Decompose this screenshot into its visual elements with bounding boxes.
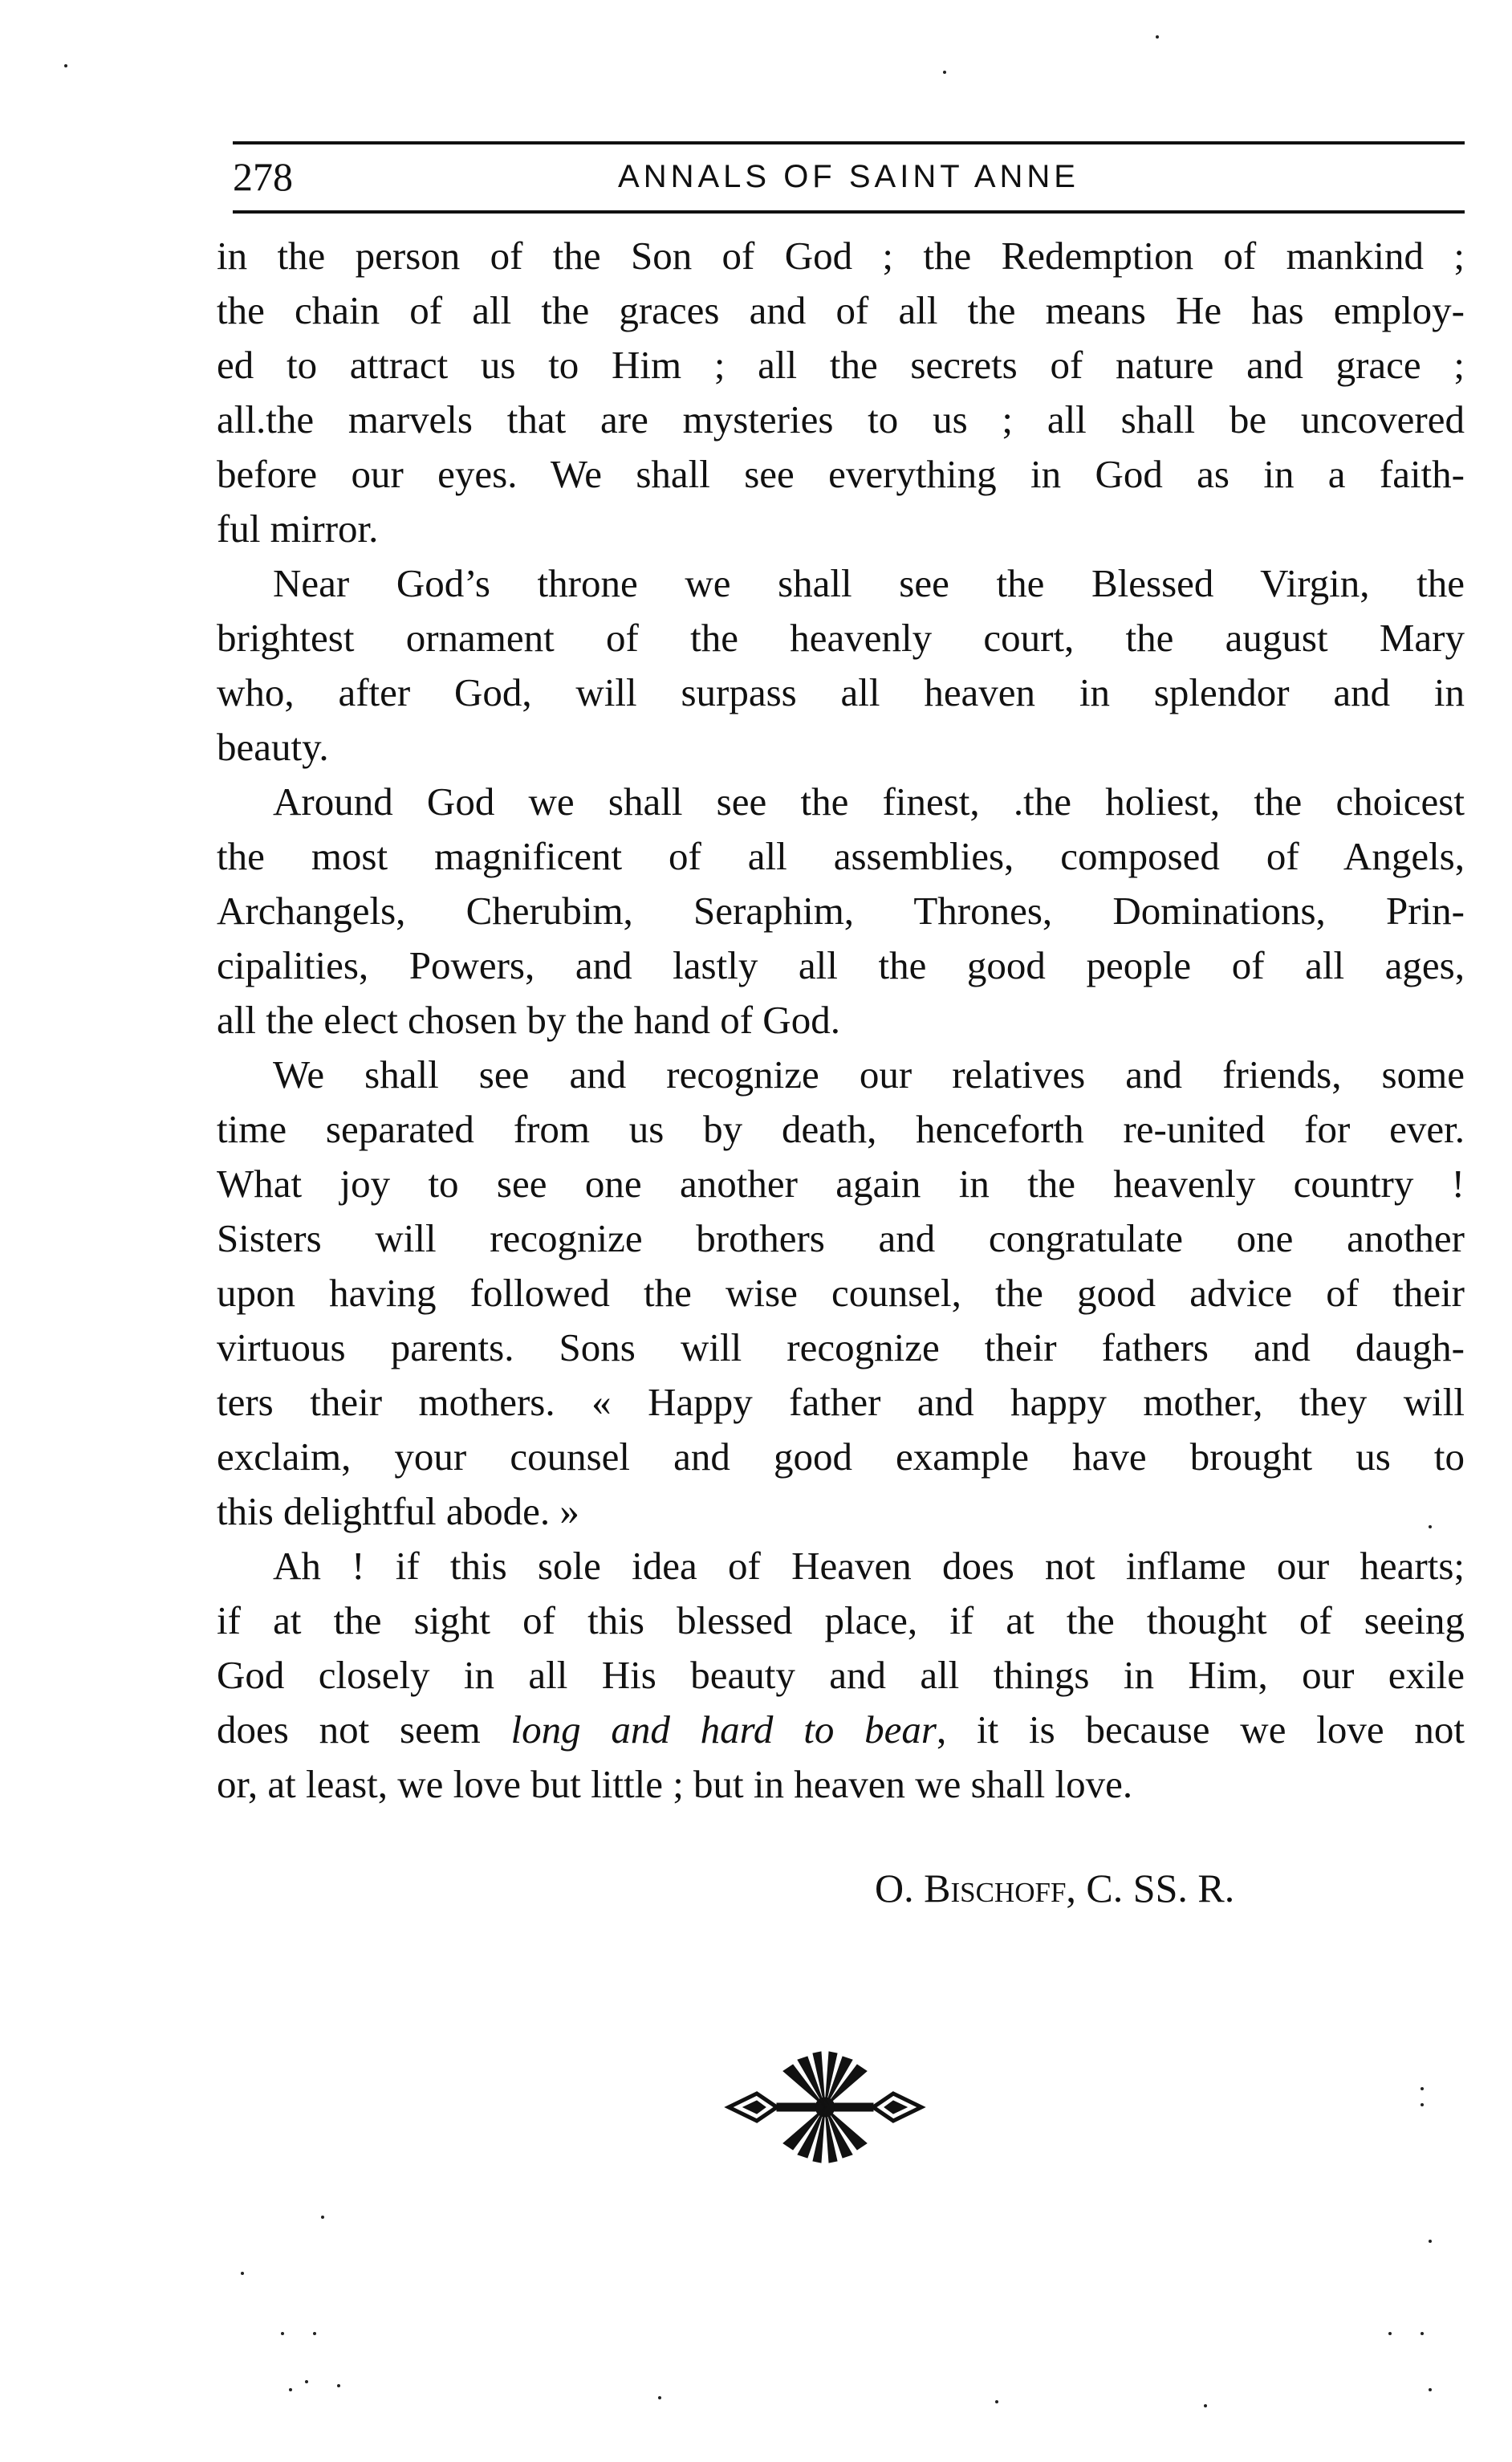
text-line: What joy to see one another again in the heavenly country ! <box>217 1162 1465 1206</box>
print-speck <box>1156 35 1159 39</box>
text-line: ters their mothers. « Happy father and happy mother, they will <box>217 1380 1465 1424</box>
text-line: time separated from us by death, henceforth re-united for ever. <box>217 1107 1465 1151</box>
text-line: ed to attract us to Him ; all the secrets of nature and grace ; <box>217 343 1465 387</box>
text-line: if at the sight of this blessed place, if at the thought of seeing <box>217 1598 1465 1642</box>
print-speck <box>1204 2404 1207 2407</box>
ornament-icon <box>721 2047 929 2167</box>
text-line: brightest ornament of the heavenly court, the august Mary <box>217 616 1465 660</box>
text-line: or, at least, we love but little ; but in heaven we shall love. <box>217 1762 1133 1806</box>
print-speck <box>305 2380 308 2383</box>
signature-name: Bischoff <box>924 1866 1067 1911</box>
text-line: who, after God, will surpass all heaven in splendor and in <box>217 670 1465 714</box>
page-number: 278 <box>233 154 293 199</box>
signature-initial: O. <box>875 1866 914 1911</box>
print-speck <box>1421 2332 1424 2335</box>
print-speck <box>1388 2332 1392 2335</box>
text-line: virtuous parents. Sons will recognize their fathers and daugh- <box>217 1325 1465 1369</box>
signature-order: , C. SS. R. <box>1066 1866 1235 1911</box>
page-header <box>233 153 1465 201</box>
text-line: Archangels, Cherubim, Seraphim, Thrones, Dominations, Prin- <box>217 889 1465 933</box>
text-line: cipalities, Powers, and lastly all the good people of all ages, <box>217 943 1465 987</box>
text-line: the chain of all the graces and of all the means He has employ- <box>217 288 1465 332</box>
running-head: ANNALS OF SAINT ANNE <box>618 159 1079 194</box>
text-line: Sisters will recognize brothers and congratulate one another <box>217 1216 1465 1260</box>
text-line: all the elect chosen by the hand of God. <box>217 998 840 1042</box>
print-speck <box>321 2216 324 2219</box>
print-speck <box>1421 2103 1424 2106</box>
text-line: this delightful abode. » <box>217 1489 579 1533</box>
header-rule-bottom <box>233 210 1465 214</box>
text-line: in the person of the Son of God ; the Redemption of mankind ; <box>217 234 1465 278</box>
print-speck <box>658 2396 661 2399</box>
print-speck <box>313 2332 316 2335</box>
body-text <box>217 229 1465 1812</box>
print-speck <box>1429 1525 1432 1528</box>
print-speck <box>995 2400 998 2403</box>
print-speck <box>64 64 67 67</box>
print-speck <box>289 2388 292 2391</box>
print-speck <box>1429 2240 1432 2243</box>
print-speck <box>1429 2388 1432 2391</box>
text-line: Around God we shall see the finest, .the holiest, the choicest <box>273 779 1465 824</box>
text-line: the most magnificent of all assemblies, composed of Angels, <box>217 834 1465 878</box>
print-speck <box>241 2272 244 2275</box>
text-line: beauty. <box>217 725 329 769</box>
text-line: all.the marvels that are mysteries to us ; all shall be uncovered <box>217 397 1465 442</box>
print-speck <box>337 2384 340 2387</box>
text-line: God closely in all His beauty and all things in Him, our exile <box>217 1653 1465 1697</box>
text-line: upon having followed the wise counsel, the good advice of their <box>217 1271 1465 1315</box>
text-line: ful mirror. <box>217 507 379 551</box>
text-line: before our eyes. We shall see everything in God as in a faith- <box>217 452 1465 496</box>
text-line: Near God’s throne we shall see the Blessed Virgin, the <box>273 561 1465 605</box>
text-line: exclaim, your counsel and good example have brought us to <box>217 1434 1465 1479</box>
print-speck <box>943 71 946 74</box>
signature <box>875 1861 1234 1915</box>
text-line: We shall see and recognize our relatives and friends, some <box>273 1052 1465 1097</box>
text-line: Ah ! if this sole idea of Heaven does not inflame our hearts; <box>273 1544 1465 1588</box>
print-speck <box>281 2332 284 2335</box>
text-line: does not seem long and hard to bear, it is because we love not <box>217 1707 1465 1752</box>
header-rule-top <box>233 141 1465 144</box>
print-speck <box>1421 2087 1424 2090</box>
